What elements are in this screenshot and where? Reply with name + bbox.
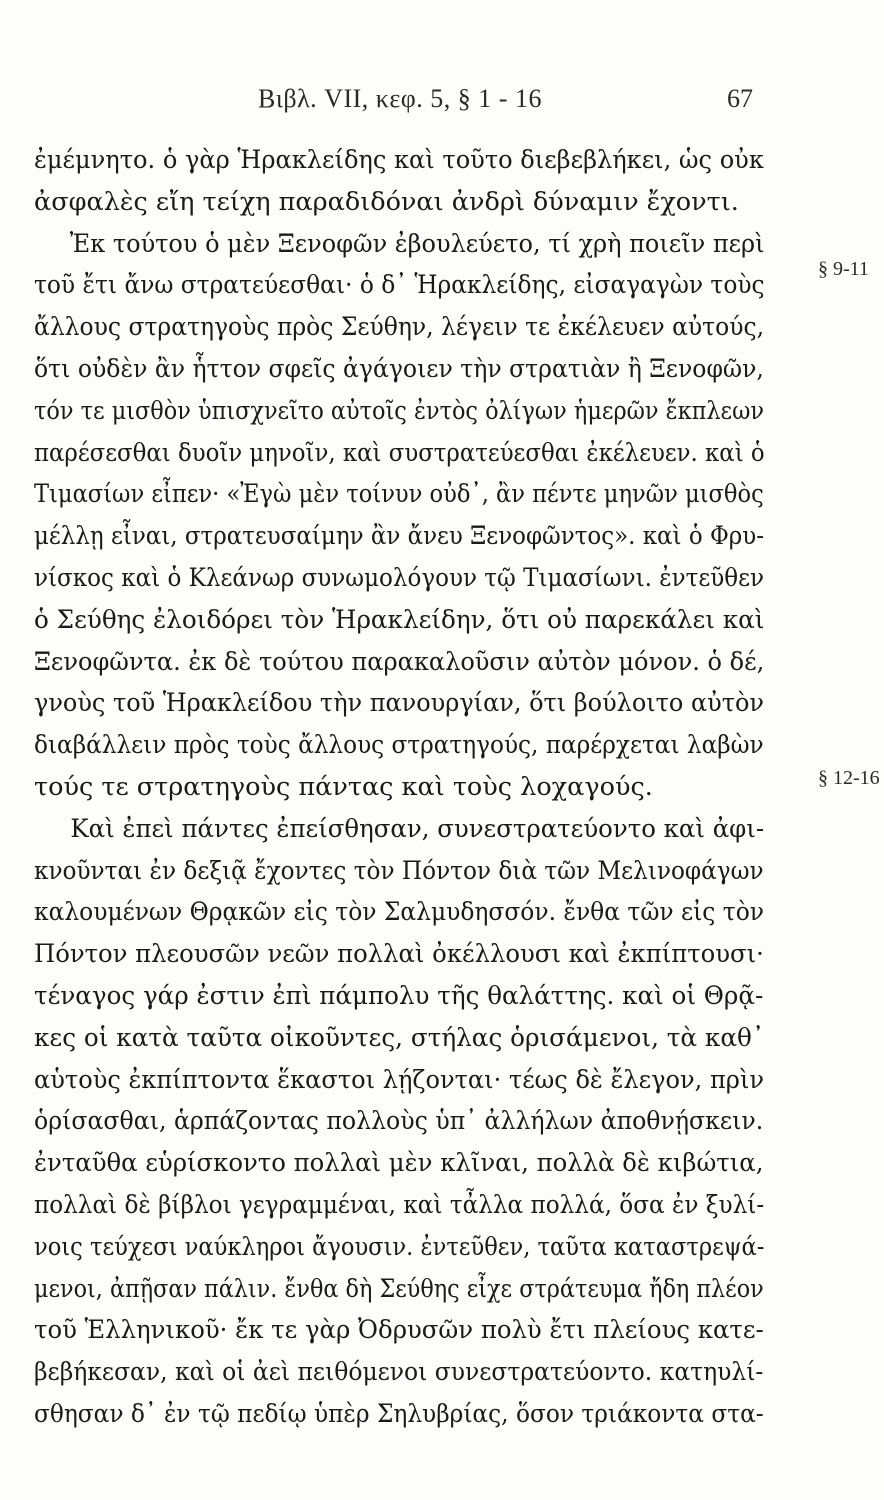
text-line: παρέσεσθαι δυοῖν μηνοῖν, καὶ συστρατεύεσθαι ἐκέλευεν. καὶ ὁ — [34, 437, 765, 468]
text-line: νίσκος καὶ ὁ Κλεάνωρ συνωμολόγουν τῷ Τιμασίωνι. ἐντεῦθεν — [34, 562, 765, 593]
text-line: ἄλλους στρατηγοὺς πρὸς Σεύθην, λέγειν τε ἐκέλευεν αὐτούς, — [34, 312, 765, 343]
text-line: Τιμασίων εἶπεν· «Ἐγὼ μὲν τοίνυν οὐδ᾽, ἂν πέντε μηνῶν μισθὸς — [34, 479, 764, 510]
text-line: σθησαν δ᾽ ἐν τῷ πεδίῳ ὑπὲρ Σηλυβρίας, ὅσον τριάκοντα στα- — [34, 1398, 764, 1429]
text-line: τοῦ ἔτι ἄνω στρατεύεσθαι· ὁ δ᾽ Ἡρακλείδης, εἰσαγαγὼν τοὺς — [34, 270, 765, 301]
text-line: ὁρίσασθαι, ἁρπάζοντας πολλοὺς ὑπ᾽ ἀλλήλων ἀποθνῄσκειν. — [34, 1106, 764, 1137]
text-line: κνοῦνται ἐν δεξιᾷ ἔχοντες τὸν Πόντον διὰ τῶν Μελινοφάγων — [34, 855, 764, 886]
text-line: νοις τεύχεσι ναύκληροι ἄγουσιν. ἐντεῦθεν, ταῦτα καταστρεψά- — [34, 1231, 765, 1262]
text-line: γνοὺς τοῦ Ἡρακλείδου τὴν πανουργίαν, ὅτι βούλοιτο αὐτὸν — [34, 688, 764, 719]
text-line: τούς τε στρατηγοὺς πάντας καὶ τοὺς λοχαγούς. — [34, 771, 653, 802]
text-line: τοῦ Ἑλληνικοῦ· ἔκ τε γὰρ Ὀδρυσῶν πολὺ ἔτι πλείους κατε- — [34, 1315, 764, 1346]
text-line: τόν τε μισθὸν ὑπισχνεῖτο αὐτοῖς ἐντὸς ὀλίγων ἡμερῶν ἔκπλεων — [34, 395, 765, 426]
text-line: ἐνταῦθα εὑρίσκοντο πολλαὶ μὲν κλῖναι, πολλὰ δὲ κιβώτια, — [34, 1148, 764, 1179]
text-line: αὑτοὺς ἐκπίπτοντα ἕκαστοι λῄζονται· τέως δὲ ἔλεγον, πρὶν — [34, 1064, 765, 1095]
margin-section-note: § 12-16 — [818, 767, 880, 789]
text-line: ὁ Σεύθης ἐλοιδόρει τὸν Ἡρακλείδην, ὅτι οὐ παρεκάλει καὶ — [34, 604, 765, 635]
text-line: μενοι, ἀπῇσαν πάλιν. ἔνθα δὴ Σεύθης εἶχε στράτευμα ἤδη πλέον — [34, 1273, 764, 1304]
text-line: ὅτι οὐδὲν ἂν ἧττον σφεῖς ἀγάγοιεν τὴν στρατιὰν ἢ Ξενοφῶν, — [34, 353, 764, 384]
text-line: ἀσφαλὲς εἴη τείχη παραδιδόναι ἀνδρὶ δύναμιν ἔχοντι. — [34, 186, 739, 217]
text-line: Πόντον πλεουσῶν νεῶν πολλαὶ ὀκέλλουσι καὶ ἐκπίπτουσι· — [34, 939, 764, 970]
text-line: μέλλῃ εἶναι, στρατευσαίμην ἂν ἄνευ Ξενοφῶντος». καὶ ὁ Φρυ- — [34, 521, 764, 552]
margin-section-note: § 9-11 — [818, 258, 869, 280]
text-line: πολλαὶ δὲ βίβλοι γεγραμμέναι, καὶ τἆλλα πολλά, ὅσα ἐν ξυλί- — [34, 1189, 765, 1220]
text-line: βεβήκεσαν, καὶ οἱ ἀεὶ πειθόμενοι συνεστρατεύοντο. κατηυλί- — [34, 1357, 764, 1388]
text-line: κες οἱ κατὰ ταῦτα οἰκοῦντες, στήλας ὁρισάμενοι, τὰ καθ᾽ — [34, 1022, 765, 1053]
text-line: διαβάλλειν πρὸς τοὺς ἄλλους στρατηγούς, παρέρχεται λαβὼν — [34, 730, 764, 761]
running-header — [0, 84, 884, 124]
page-number: 67 — [727, 84, 753, 113]
running-title: Βιβλ. VII, κεφ. 5, § 1 - 16 — [258, 84, 542, 113]
text-line: Ξενοφῶντα. ἐκ δὲ τούτου παρακαλοῦσιν αὐτὸν μόνον. ὁ δέ, — [34, 646, 765, 677]
text-line: ἐμέμνητο. ὁ γὰρ Ἡρακλείδης καὶ τοῦτο διεβεβλήκει, ὡς οὐκ — [34, 145, 764, 175]
text-line: τέναγος γάρ ἐστιν ἐπὶ πάμπολυ τῆς θαλάττης. καὶ οἱ Θρᾷ- — [34, 980, 764, 1011]
text-line: καλουμένων Θρᾳκῶν εἰς τὸν Σαλμυδησσόν. ἔνθα τῶν εἰς τὸν — [34, 897, 764, 928]
paragraph-start-line: Ἐκ τούτου ὁ μὲν Ξενοφῶν ἐβουλεύετο, τί χρὴ ποιεῖν περὶ — [69, 228, 765, 259]
greek-text-body — [34, 140, 774, 1436]
paragraph-start-line: Καὶ ἐπεὶ πάντες ἐπείσθησαν, συνεστρατεύοντο καὶ ἀφι- — [70, 813, 765, 844]
